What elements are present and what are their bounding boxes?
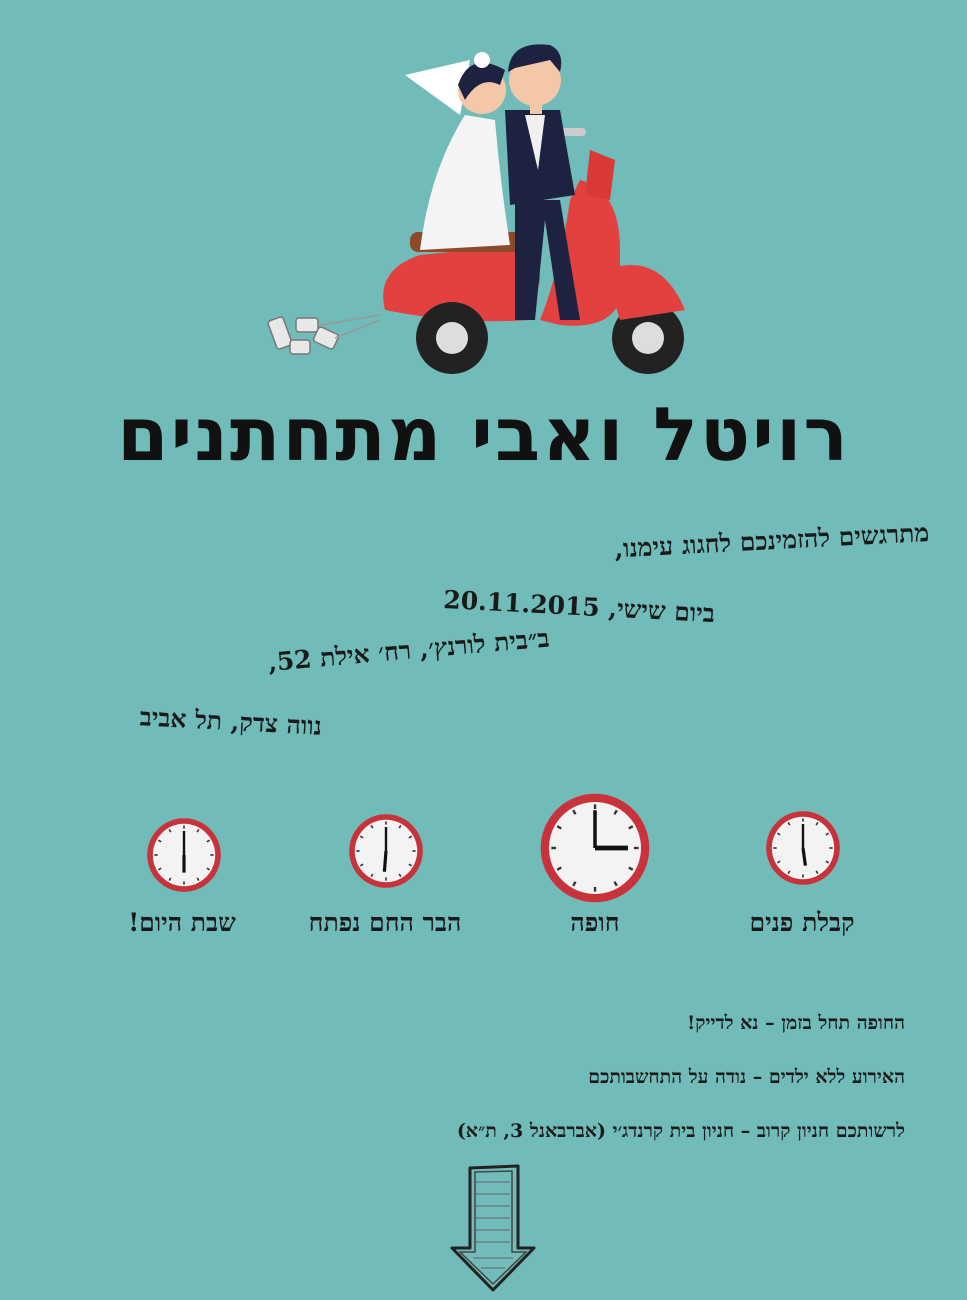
note-no-kids: האירוע ללא ילדים – נודה על התחשבותכם bbox=[588, 1066, 905, 1088]
clock-icon bbox=[536, 789, 654, 907]
schedule-label-reception: קבלת פנים bbox=[749, 908, 855, 937]
clock-icon bbox=[144, 815, 224, 895]
schedule-label-shabbat: שבת היום! bbox=[128, 908, 236, 937]
note-punctuality: החופה תחל בזמן – נא לדייק! bbox=[686, 1012, 905, 1034]
date-line: ביום שישי, 20.11.2015 bbox=[442, 584, 716, 629]
down-arrow-icon[interactable] bbox=[448, 1162, 538, 1294]
bride-icon bbox=[405, 52, 510, 250]
schedule-label-chuppah: חופה bbox=[570, 908, 620, 937]
clock-icon bbox=[763, 808, 843, 888]
groom-icon bbox=[505, 44, 580, 320]
page-title: רויטל ואבי מתחתנים bbox=[117, 392, 850, 478]
invitation-line: מתרגשים להזמינכם לחגוג עימנו, bbox=[613, 518, 930, 564]
venue-line: ב״בית לורנץ׳, רח׳ אילת 52, bbox=[266, 623, 551, 677]
note-parking: לרשותכם חניון קרוב – חניון בית קרנדג׳י (אברבאנל 3, ת״א) bbox=[456, 1120, 905, 1142]
clock-icon bbox=[346, 811, 426, 891]
cans-icon bbox=[267, 315, 380, 354]
schedule-label-bar: הבר החם נפתח bbox=[308, 908, 462, 937]
city-line: נווה צדק, תל אביב bbox=[139, 702, 323, 741]
couple-scooter-illustration bbox=[260, 20, 720, 380]
